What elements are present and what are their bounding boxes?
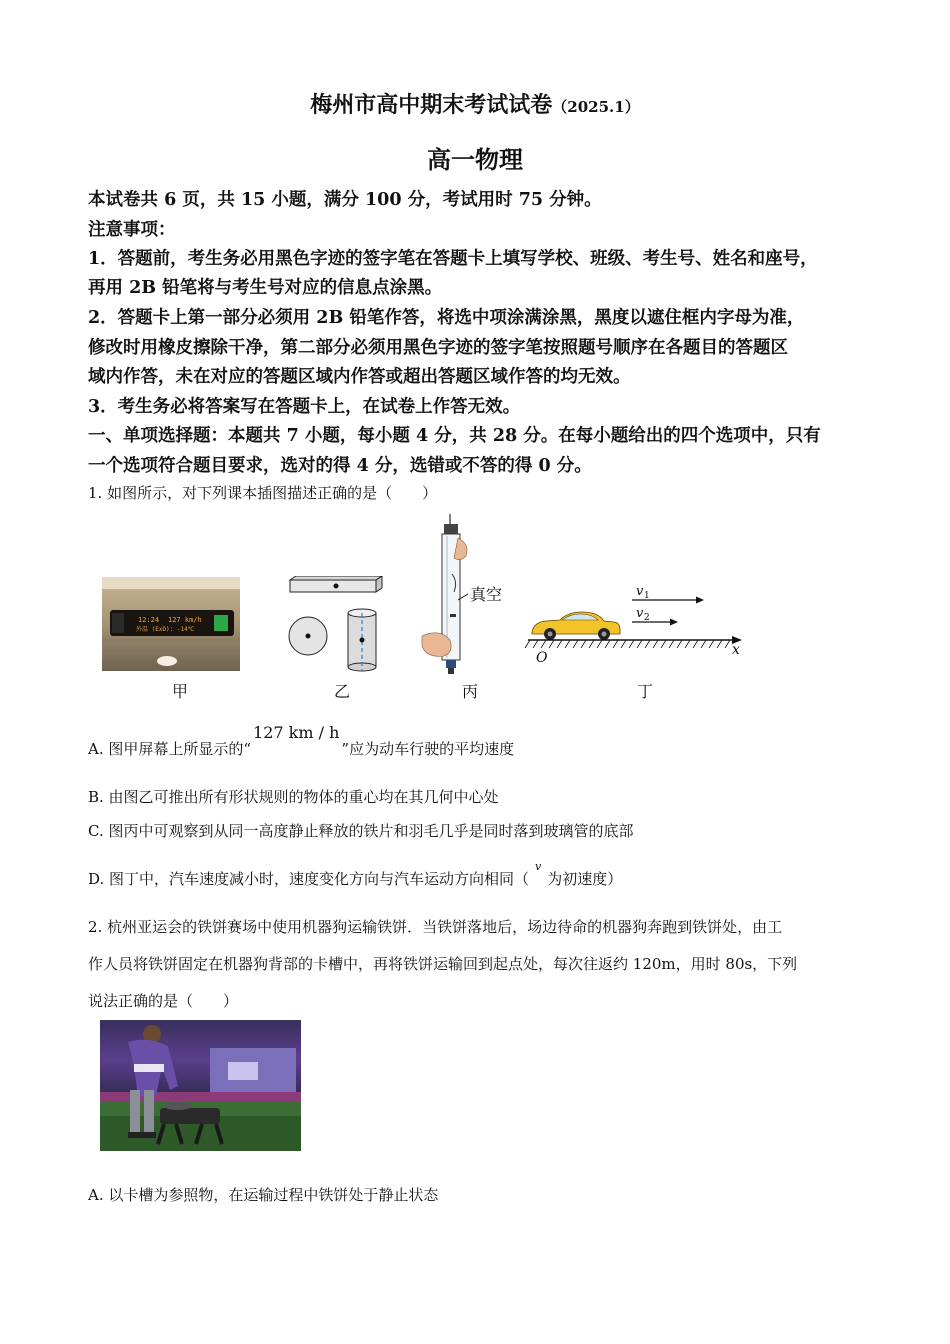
question-2-stem-line-1: 2. 杭州亚运会的铁饼赛场中使用机器狗运输铁饼．当铁饼落地后，场边待命的机器狗奔跑到铁饼处，由工: [88, 918, 783, 936]
question-2-stem-line-3: 说法正确的是（ ）: [88, 992, 239, 1010]
q1-option-a-prefix: A. 图甲屏幕上所显示的“: [88, 740, 252, 758]
v2-subscript: 2: [644, 613, 650, 623]
q1-option-d[interactable]: [88, 860, 623, 889]
question-1-stem: 1. 如图所示，对下列课本插图描述正确的是（ ）: [88, 484, 438, 502]
q1-option-b[interactable]: B. 由图乙可推出所有形状规则的物体的重心均在其几何中心处: [88, 788, 499, 806]
display-time: 12:24: [138, 616, 160, 624]
note-3: 3．考生务必将答案写在答题卡上，在试卷上作答无效。: [88, 397, 521, 417]
q1-option-a[interactable]: [88, 723, 515, 759]
v2-label: v: [636, 606, 644, 621]
axis-label: x: [732, 642, 740, 658]
origin-label: O: [536, 650, 548, 666]
question-2-stem-line-2: 作人员将铁饼固定在机器狗背部的卡槽中，再将铁饼运输回到起点处，每次往返约 120m，用时 80s，下列: [88, 955, 798, 973]
exam-title: 梅州市高中期末考试试卷: [310, 92, 553, 118]
q1-option-a-value: 127 km / h: [253, 723, 340, 742]
q2-robot-dog-photo: [100, 1020, 301, 1151]
q1-option-c[interactable]: C. 图丙中可观察到从同一高度静止释放的铁片和羽毛几乎是同时落到玻璃管的底部: [88, 822, 634, 840]
exam-intro: 本试卷共 6 页，共 15 小题，满分 100 分，考试用时 75 分钟。: [88, 190, 602, 210]
rod-center-dot: [334, 584, 339, 589]
q1-option-d-suffix: 为初速度）: [547, 870, 623, 888]
exam-date: （2025.1）: [552, 98, 640, 116]
figure-label-bing: 丙: [462, 682, 479, 701]
figure-ding-car-motion: [524, 576, 750, 668]
notes-heading: 注意事项：: [88, 220, 176, 240]
figure-jia-train-display: [102, 577, 240, 671]
note-2-line-2: 修改时用橡皮擦除干净，第二部分必须用黑色字迹的签字笔按照题号顺序在各题目的答题区: [88, 338, 788, 358]
section-1-line-1: 一、单项选择题：本题共 7 小题，每小题 4 分，共 28 分。在每小题给出的四个选项中，只有: [88, 426, 821, 446]
figure-yi-center-of-gravity: [284, 576, 384, 672]
v1-subscript: 1: [644, 591, 650, 601]
note-2-line-1: 2．答题卡上第一部分必须用 2B 铅笔作答，将选中项涂满涂黑，黑度以遮住框内字母为准，: [88, 308, 805, 328]
section-1-line-2: 一个选项符合题目要求，选对的得 4 分，选错或不答的得 0 分。: [88, 456, 592, 476]
figure-label-jia: 甲: [172, 682, 189, 701]
note-1-line-2: 再用 2B 铅笔将与考生号对应的信息点涂黑。: [88, 278, 443, 298]
display-temperature: 外温 (ExD): -14℃: [136, 626, 195, 633]
disc-center-dot: [306, 634, 311, 639]
figure-label-ding: 丁: [637, 682, 654, 701]
q1-option-d-variable: v: [535, 860, 542, 873]
display-speed: 127 km/h: [168, 616, 202, 624]
cylinder-center-dot: [360, 638, 365, 643]
q1-option-a-suffix: ”应为动车行驶的平均速度: [341, 740, 515, 758]
figure-label-yi: 乙: [334, 682, 351, 701]
page-title: [0, 88, 950, 119]
v1-label: v: [636, 584, 644, 599]
vacuum-label: 真空: [470, 585, 503, 604]
note-1-line-1: 1．答题前，考生务必用黑色字迹的签字笔在答题卡上填写学校、班级、考生号、姓名和座号，: [88, 249, 818, 269]
note-2-line-3: 域内作答，未在对应的答题区域内作答或超出答题区域作答的均无效。: [88, 367, 631, 387]
q1-option-d-prefix: D. 图丁中，汽车速度减小时，速度变化方向与汽车运动方向相同（: [88, 870, 530, 888]
subject-title: 高一物理: [427, 145, 523, 174]
q2-option-a[interactable]: A. 以卡槽为参照物，在运输过程中铁饼处于静止状态: [88, 1186, 439, 1204]
